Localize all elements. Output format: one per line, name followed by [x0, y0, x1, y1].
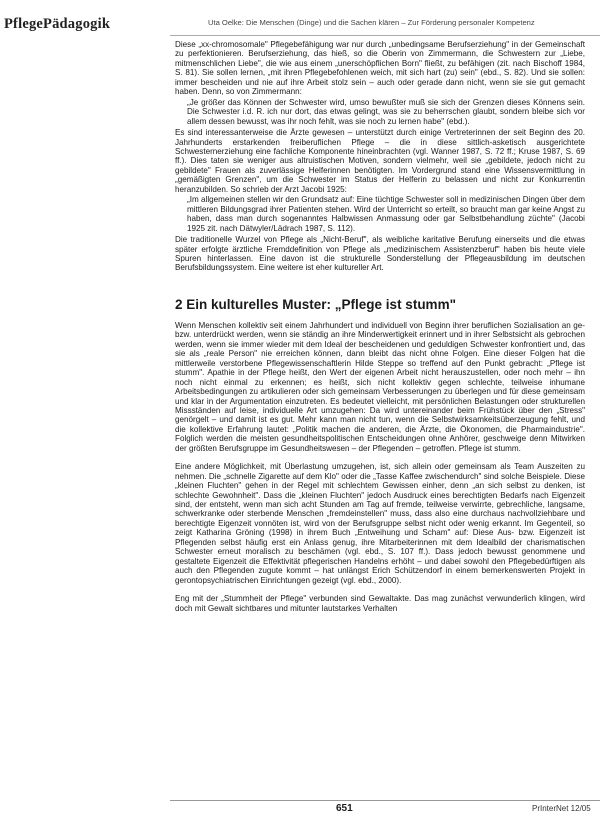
block-quote: „Je größer das Können der Schwester wird, umso bewußter muß sie sich der Grenzen dieses Könnens sein. Die Schwester i.d. R. ich nur dort, das etwas gelingt, was sie zu beherrschen glaubt, sondern bleibe sich vor allem dessen bewusst, was ihr noch fehlt, was sie noch zu lernen habe" (ebd.).: [187, 97, 585, 126]
section-heading: 2 Ein kulturelles Muster: „Pflege ist stumm": [175, 296, 456, 312]
issue-label: PrInterNet 12/05: [532, 804, 591, 813]
block-quote: „Im allgemeinen stellen wir den Grundsatz auf: Eine tüchtige Schwester soll in medizinischen Dingen über dem mittleren Bildungsgrad ihrer Patienten stehen. Wird der Unterricht so erteilt, so braucht man gar keine Angst zu haben, dass man durch sogenanntes Halbwissen Anmassung oder gar Selbstbehandlung züchte" (Jacobi 1925 zit. nach Dätwyler/Lädrach 1987, S. 112).: [187, 195, 585, 233]
left-margin-column: [6, 35, 166, 805]
page-footer: [0, 800, 602, 816]
paragraph: Eine andere Möglichkeit, mit Überlastung umzugehen, ist, sich allein oder gemeinsam als Team Auszeiten zu nehmen. Die „schnelle Zigarette auf dem Klo" oder die „Tasse Kaffee zwischendurch" sind solche Beispiele. Diese „kleinen Fluchten" gehen in der Regel mit schlechtem Gewissen einher, denn „an sich selbst zu denken, ist schlechte Gewohnheit". Dass die „kleinen Fluchten" jedoch Ausdruck eines berechtigten Bedarfs nach Eigenzeit sind, der entsteht, wenn man sich acht Stunden am Tag auf fremde, teilweise verwirrte, gebrechliche, langsame, schwerkranke oder sterbende Menschen „fremdeinstellen" muss, dass also eine durchaus nachvollziehbare und berechtigte Eigenzeit vonnöten ist, wird von der Berufsgruppe selbst nicht oder wenig erkannt. Im Gegenteil, so zeigt Katharina Gröning (1998) in ihrem Buch „Entweihung und Scham" auf: Diese Aus- bzw. Eigenzeit ist Pflegenden selbst häufig erst ein Anlass genug, ihre Mitarbeiterinnen mit dem Idealbild der charismatischen Schwester erneut moralisch zu beschämen (vgl. ebd., S. 107 ff.). Dass jedoch bewusst genommene und gestaltete Eigenzeit die Effektivität pflegerischen Handelns erhöht – und dabei sowohl den Pflegebedürftigen als auch den Pflegenden zugute kommt – hat unlängst Erich Schützendorf in einem bemerkenswerten Projekt in gerontopsychiatrischen Einrichtungen gezeigt (vgl. ebd., 2000).: [175, 462, 585, 585]
paragraph-spacer: [175, 453, 585, 462]
page-number: 651: [336, 803, 353, 814]
article-body: [175, 40, 585, 613]
paragraph-spacer: [175, 585, 585, 594]
paragraph: Wenn Menschen kollektiv seit einem Jahrhundert und individuell von Beginn ihrer beruflichen Sozialisation an ge- bzw. unterdrückt werden, wenn sie ständig an ihre Minderwertigkeit erinnert und in ihrer Selbstsicht als gebrochen werden, wenn sie immer wieder mit dem Ideal der bescheidenen und geduldigen Schwester konfrontiert und, das sie als „reale Person" nie erreichen können, dann bleibt das nicht ohne Folgen. Eine dieser Folgen hat die mittlerweile verstorbene Pflegewissenschaftlerin Hilde Steppe so treffend auf den Punkt gebracht: „Pflege ist stumm". Apathie in der Pflege heißt, den Wert der eigenen Arbeit nicht herauszustellen, oder noch mehr – ihn noch nicht einmal zu erkennen; es heißt, sich nicht kollektiv gegen schlechte, teilweise inhumane Arbeitsbedingungen zu artikulieren oder sich gemeinsam Verbesserungen zu überlegen und für diese gemeinsam und klar in der Argumentation einzutreten. Es bedeutet vielleicht, mit persönlichen Belastungen oder strukturellen Missständen auf leise, individuelle Art umzugehen: Da wird untereinander beim Frühstück über den „Stress" genörgelt – und damit ist es gut. Mehr kann man nicht tun, wenn die Selbstwirksamkeitsüberzeugung fehlt, und die kollektive Erfahrung lautet: „Politik machen die anderen, die Ärzte, die Ökonomen, die Pharmaindustrie". Folglich werden die meisten gesundheitspolitischen Entscheidungen ohne Anhörer, geschweige denn Mitwirken der größten Berufsgruppe im Gesundheitswesen – der Pflegenden – getroffen. Pflege ist stumm.: [175, 320, 585, 453]
running-title: Uta Oelke: Die Menschen (Dinge) und die Sachen klären – Zur Förderung personaler Kompetenz: [208, 18, 535, 27]
paragraph: Es sind interessanterweise die Ärzte gewesen – unterstützt durch einige Vertreterinnen der seit Beginn des 20. Jahrhunderts erstarkenden freiberuflichen Pflege – die in diese sittlich-asketisch ausgerichtete Schwesternerziehung eine fachliche Komponente hineinbrachten (vgl. Wanner 1987, S. 72 ff.; Kruse 1987, S. 69 ff.). Dies taten sie weniger aus altruistischen Motiven, sondern vielmehr, weil sie „gebildete, jedoch nicht zu gebildete" Frauen als zuverlässige Helferinnen benötigten. Im Vordergrund stand eine Wissensvermittlung in „gemäßigten Grenzen", um die Schwester im Status der Helferin zu belassen und nicht zur Konkurrentin heranzubilden. So schrieb der Arzt Jacobi 1925:: [175, 128, 585, 194]
header-rule: [170, 35, 600, 36]
paragraph: Die traditionelle Wurzel von Pflege als „Nicht-Beruf", als weibliche karitative Berufung einerseits und die etwas später erfolgte ärztliche Fremddefinition von Pflege als „medizinischem Assistenzberuf" haben bis heute viele Spuren hinterlassen. Eine davon ist die strukturelle Sonderstellung der Pflegeausbildung im deutschen Berufsbildungssystem. Eine weitere ist eher kultureller Art.: [175, 235, 585, 273]
journal-title: PflegePädagogik: [4, 16, 111, 32]
footer-rule: [170, 800, 600, 801]
page-header: [0, 14, 602, 32]
paragraph: Eng mit der „Stummheit der Pflege" verbunden sind Gewaltakte. Das mag zunächst verwunderlich klingen, wird doch mit Gewalt sichtbares und mitunter lautstarkes Verhalten: [175, 594, 585, 613]
paragraph: Diese „xx-chromosomale" Pflegebefähigung war nur durch „unbedingsame Berufserziehung" in der Gemeinschaft zu perfektionieren. Berufserziehung, das hieß, so die Oberin von Zimmermann, die Schwestern zur „Liebe, mitmenschlichen Liebe", die wie aus einem „unerschöpflichen Born" fließt, zu befähigen (zit. nach Bischoff 1984, S. 81). Sie sollen lernen, „mit ihren Pflegebefohlenen weich, mit sich hart (zu) sein" (ebd., S. 82). Und sie sollen: immer bescheiden und nie auf ihre Arbeit stolz sein – auch oder gerade dann nicht, wenn sie sie gut gemacht haben. Denn, so von Zimmermann:: [175, 40, 585, 97]
